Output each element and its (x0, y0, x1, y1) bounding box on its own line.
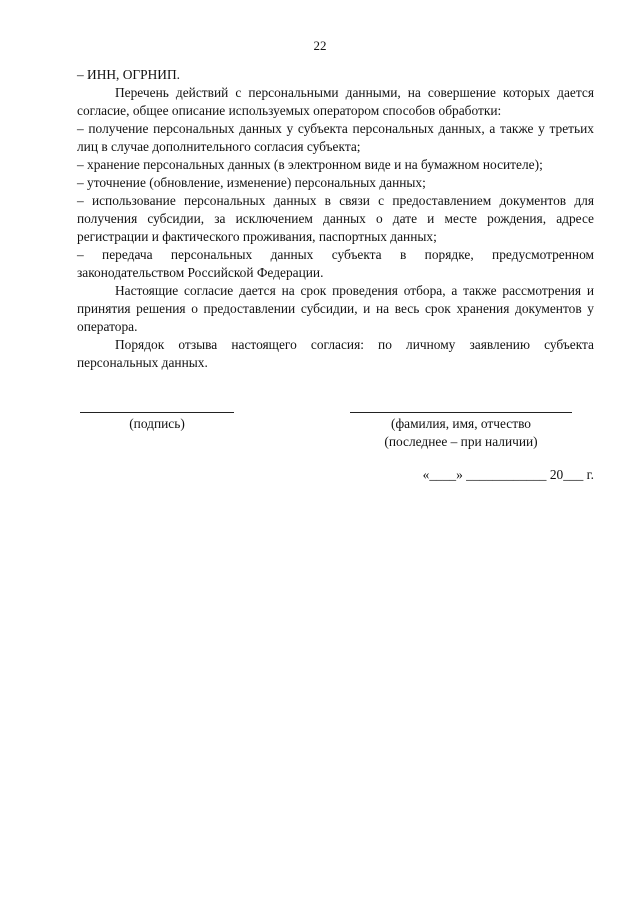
paragraph-actions-list-intro: Перечень действий с персональными данными, на совершение которых дается согласие, общее описание используемых оператором способов обработки: (77, 85, 594, 118)
page-number: 22 (313, 38, 327, 53)
paragraph-item-usage: – использование персональных данных в связи с предоставлением документов для получения субсидии, за исключением данных о дате и месте рождения, адресе регистрации и фактического проживания, паспортных данных; (77, 193, 594, 244)
paragraph-item-transfer: – передача персональных данных субъекта в порядке, предусмотренном законодательством Российской Федерации. (77, 247, 594, 280)
full-name-caption-note: (последнее – при наличии) (384, 434, 538, 449)
full-name-caption: (фамилия, имя, отчество (390, 416, 532, 431)
signature-line (80, 396, 234, 413)
signature-caption: (подпись) (129, 416, 185, 431)
consent-text-body (77, 66, 594, 372)
paragraph-item-storage: – хранение персональных данных (в электронном виде и на бумажном носителе); (77, 157, 543, 172)
paragraph-consent-term: Настоящие согласие дается на срок проведения отбора, а также рассмотрения и принятия решения о предоставлении субсидии, и на весь срок хранения документов у оператора. (77, 283, 594, 334)
paragraph-withdrawal-procedure: Порядок отзыва настоящего согласия: по личному заявлению субъекта персональных данных. (77, 337, 594, 370)
full-name-line (350, 396, 572, 413)
paragraph-inn-ogrnip: – ИНН, ОГРНИП. (77, 67, 180, 82)
full-name-block (350, 396, 572, 451)
date-field: «____» ____________ 20___ г. (422, 467, 594, 482)
paragraph-item-receiving: – получение персональных данных у субъекта персональных данных, а также у третьих лиц в случае дополнительного согласия субъекта; (77, 121, 594, 154)
signature-block (80, 396, 234, 433)
paragraph-item-updating: – уточнение (обновление, изменение) персональных данных; (77, 175, 426, 190)
